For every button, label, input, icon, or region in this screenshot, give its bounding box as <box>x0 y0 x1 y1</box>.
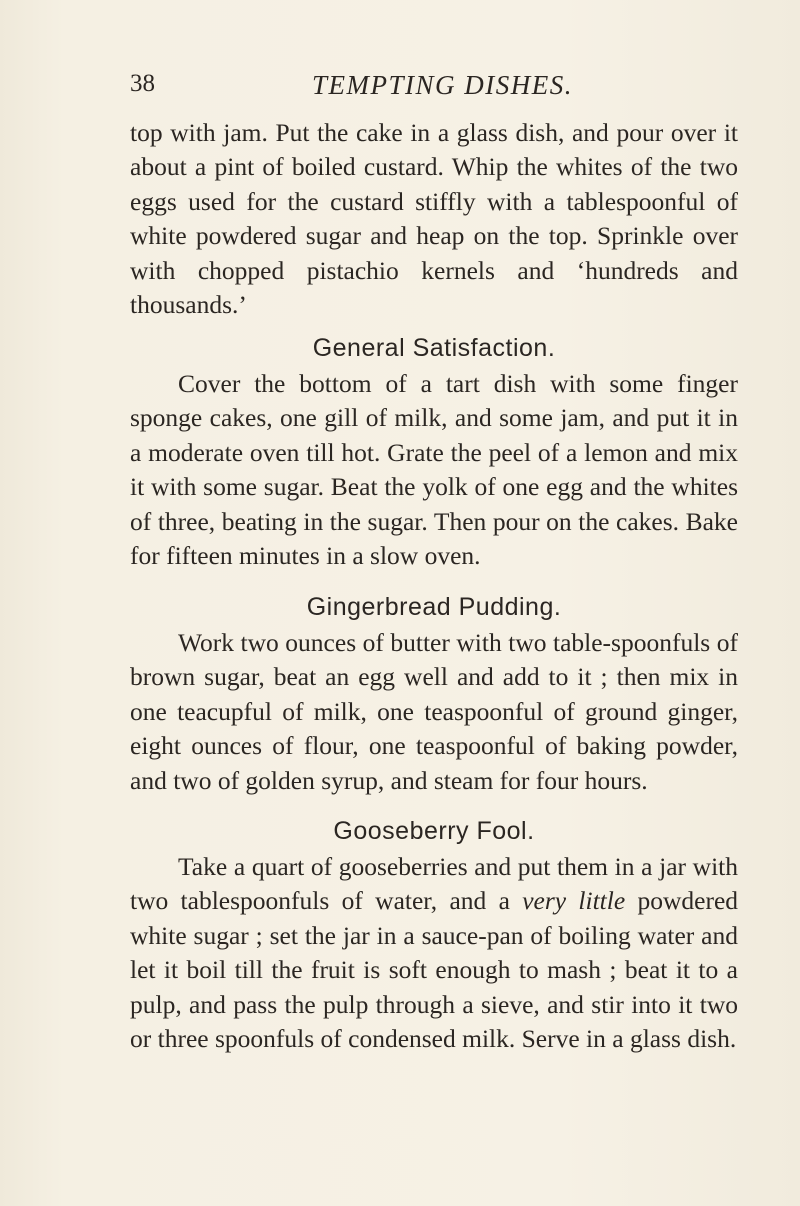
recipe-body-gooseberry-fool <box>130 850 738 1056</box>
recipe-title-general-satisfaction: General Satisfaction. <box>312 334 556 362</box>
recipe-text-part: Take a quart of gooseberries and put them in a jar with two tablespoonfuls of water, and a <box>130 852 738 916</box>
running-title: TEMPTING DISHES. <box>312 70 573 100</box>
recipe-text-part: powdered white sugar ; set the jar in a sauce-pan of boiling water and let it boil till the fruit is soft enough to mash ; beat it to a pulp, and pass the pulp through a sieve, and stir into it two or three spoonfuls of condensed milk. Serve in a glass dish. <box>130 886 739 1054</box>
continuation-paragraph <box>130 116 738 322</box>
recipe-text: Cover the bottom of a tart dish with some finger sponge cakes, one gill of milk, and some jam, and put it in a moderate oven till hot. Grate the peel of a lemon and mix it with some sugar. Beat the yolk of one egg and the whites of three, beating in the sugar. Then pour on the cakes. Bake for fifteen minutes in a slow oven. <box>130 369 738 571</box>
running-head <box>130 70 710 110</box>
recipe-text: Work two ounces of butter with two table-spoonfuls of brown sugar, beat an egg well and add to it ; then mix in one teacupful of milk, one teaspoonful of ground ginger, eight ounces of flour, one teaspoonful of baking powder, and two of golden syrup, and steam for four hours. <box>130 628 738 795</box>
recipe-text <box>130 850 738 1056</box>
recipe-body-general-satisfaction <box>130 367 738 573</box>
recipe-text-emphasis: very little <box>522 886 626 916</box>
recipe-body-gingerbread-pudding <box>130 626 738 798</box>
recipe-title-gingerbread-pudding: Gingerbread Pudding. <box>306 593 562 621</box>
continuation-text: top with jam. Put the cake in a glass dish, and pour over it about a pint of boiled custard. Whip the whites of the two eggs used for the custard stiffly with a tablespoonful of white powdered sugar and heap on the top. Sprinkle over with chopped pistachio kernels and ‘hundreds and thousands.’ <box>130 118 738 320</box>
page-number: 38 <box>130 70 155 97</box>
recipe-title-gooseberry-fool: Gooseberry Fool. <box>333 817 535 845</box>
